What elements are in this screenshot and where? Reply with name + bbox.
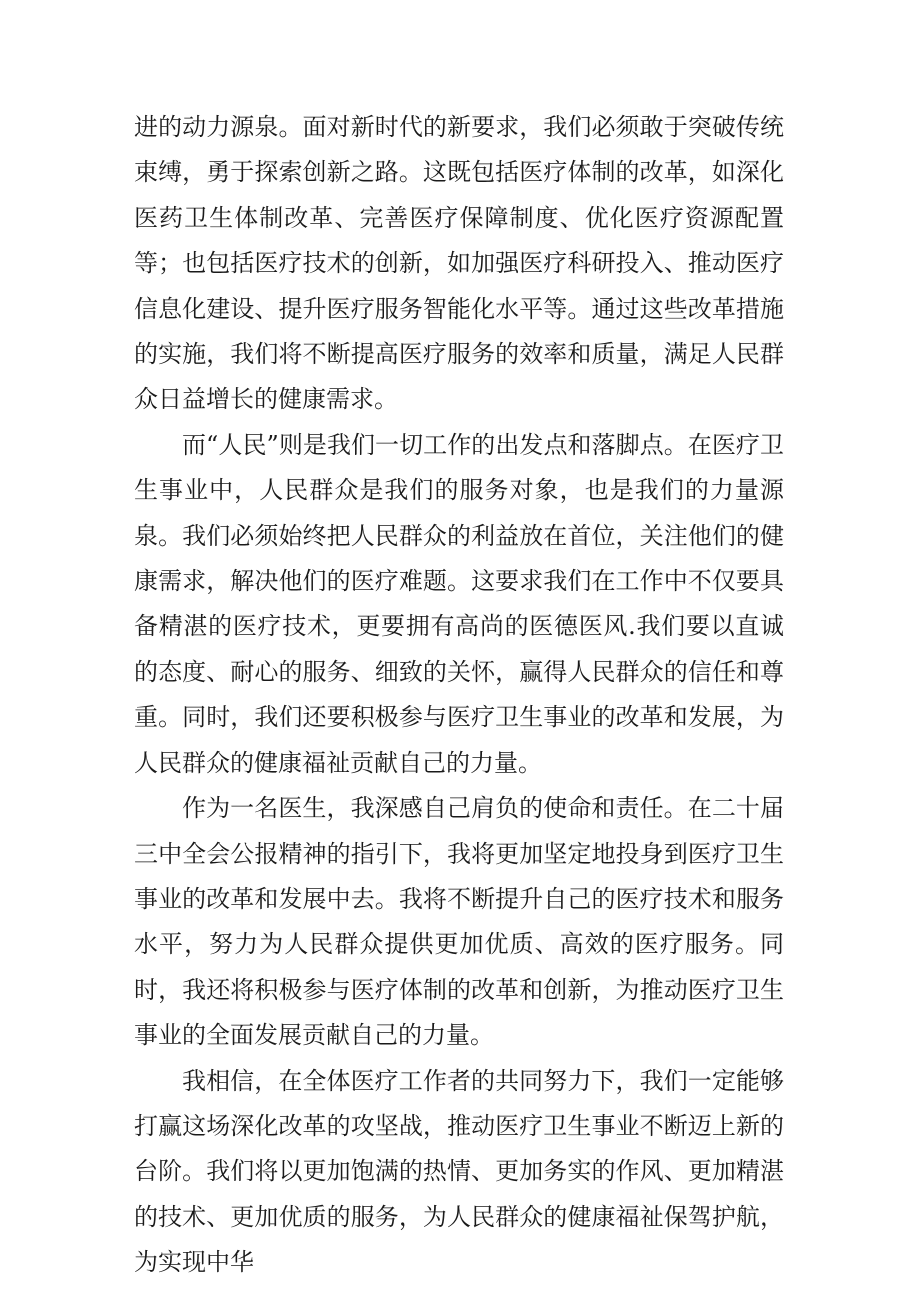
- paragraph-continuation: 进的动力源泉。面对新时代的新要求，我们必须敢于突破传统束缚，勇于探索创新之路。这既包括医疗体制的改革，如深化医药卫生体制改革、完善医疗保障制度、优化医疗资源配置等；也包括医疗技术的创新，如加强医疗科研投入、推动医疗信息化建设、提升医疗服务智能化水平等。通过这些改革措施的实施，我们将不断提高医疗服务的效率和质量，满足人民群众日益增长的健康需求。: [134, 113, 784, 414]
- paragraph-people: 而“人民”则是我们一切工作的出发点和落脚点。在医疗卫生事业中，人民群众是我们的服务对象，也是我们的力量源泉。我们必须始终把人民群众的利益放在首位，关注他们的健康需求，解决他们的医疗难题。这要求我们在工作中不仅要具备精湛的医疗技术，更要拥有高尚的医德医风.我们要以直诚的态度、耐心的服务、细致的关怀，赢得人民群众的信任和尊重。同时，我们还要积极参与医疗卫生事业的改革和发展，为人民群众的健康福祉贡献自己的力量。: [134, 430, 784, 777]
- document-body: [134, 105, 784, 1286]
- paragraph-doctor-mission: 作为一名医生，我深感自己肩负的使命和责任。在二十届三中全会公报精神的指引下，我将更加坚定地投身到医疗卫生事业的改革和发展中去。我将不断提升自己的医疗技术和服务水平，努力为人民群众提供更加优质、高效的医疗服务。同时，我还将积极参与医疗体制的改革和创新，为推动医疗卫生事业的全面发展贡献自己的力量。: [134, 794, 784, 1050]
- paragraph-belief: 我相信，在全体医疗工作者的共同努力下，我们一定能够打赢这场深化改革的攻坚战，推动医疗卫生事业不断迈上新的台阶。我们将以更加饱满的热情、更加务实的作风、更加精湛的技术、更加优质的服务，为人民群众的健康福祉保驾护航，为实现中华: [134, 1066, 784, 1277]
